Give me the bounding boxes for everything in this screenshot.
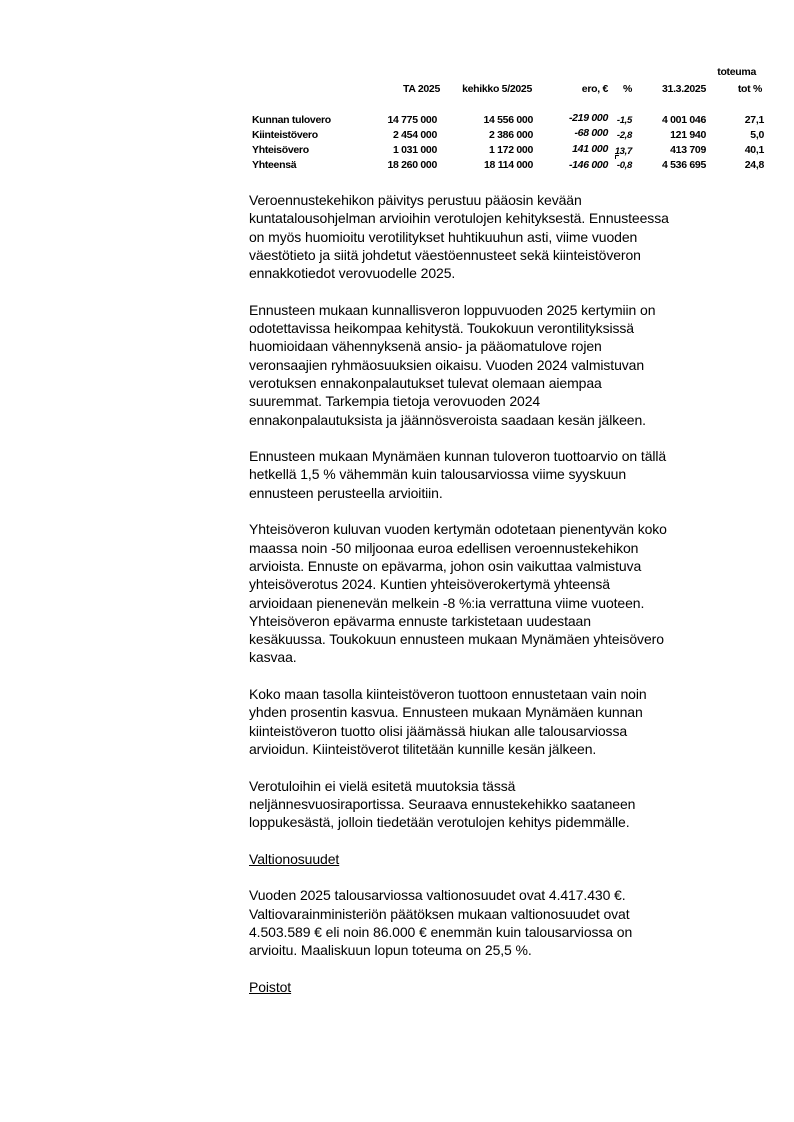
- cell-tot-pct: 24,8: [744, 159, 764, 171]
- cell-pct: -0,8: [616, 160, 632, 171]
- cell-toteuma: 4 536 695: [661, 159, 706, 171]
- text-line: loppukesästä, jolloin tiedetään verotulojen kehitys pidemmälle.: [249, 814, 630, 831]
- text-line: kasvaa.: [249, 649, 297, 666]
- cell-kehikko: 18 114 000: [484, 159, 533, 171]
- cell-pct: -1,5: [616, 115, 632, 126]
- section-heading: Poistot: [249, 978, 292, 995]
- text-line: Valtiovarainministeriön päätöksen mukaan valtionosuudet ovat: [249, 905, 630, 922]
- text-line: verotuksen ennakonpalautukset tulevat olemaan aiempaa: [249, 374, 602, 391]
- text-line: hetkellä 1,5 % vähemmän kuin talousarviossa viime syyskuun: [249, 466, 627, 483]
- row-label-total: Yhteensä: [252, 159, 297, 171]
- text-line: arvioidun. Kiinteistöverot tilitetään kunnille kesän jälkeen.: [249, 740, 597, 757]
- cell-ta: 14 775 000: [387, 114, 437, 126]
- cell-ta: 18 260 000: [387, 159, 437, 171]
- paragraph-veroennustekehikko: [249, 191, 749, 282]
- text-line: Koko maan tasolla kiinteistöveron tuottoon ennustetaan vain noin: [249, 686, 647, 703]
- text-line: arvioidaan pienenevän melkein -8 %:ia verrattuna viime vuoteen.: [249, 594, 645, 611]
- paragraph-tulovero: [249, 447, 749, 502]
- cell-tot-pct: 27,1: [744, 114, 764, 126]
- text-line: väestötieto ja siitä johdetut väestöennusteet sekä kiinteistöveron: [249, 246, 641, 263]
- paragraph-kiinteistovero: [249, 685, 749, 758]
- text-line: arvioista. Ennuste on epävarma, johon osin vaikuttaa valmistuva: [249, 557, 642, 574]
- text-line: kuntatalousohjelman arvioihin verotulojen kehityksestä. Ennusteessa: [249, 210, 669, 227]
- header-kehikko: kehikko 5/2025: [462, 83, 532, 95]
- cell-pct: 13,7: [614, 146, 632, 157]
- header-date: 31.3.2025: [661, 83, 706, 95]
- text-line: ennakkotiedot verovuodelle 2025.: [249, 265, 456, 282]
- text-line: suuremmat. Tarkempia tietoja verovuoden 2024: [249, 393, 541, 410]
- cell-tot-pct: 5,0: [750, 129, 764, 141]
- header-ero: ero, €: [581, 83, 608, 95]
- cell-kehikko: 1 172 000: [488, 144, 533, 156]
- report-text: [249, 191, 749, 1014]
- cell-ta: 1 031 000: [392, 144, 437, 156]
- text-line: arvioitu. Maaliskuun lopun toteuma on 25,5 %.: [249, 942, 532, 959]
- text-line: Verotuloihin ei vielä esitetä muutoksia tässä: [249, 777, 516, 794]
- cell-ero: -219 000: [568, 112, 608, 124]
- text-line: yhteisöverotus 2024. Kuntien yhteisöverokertymä yhteensä: [249, 576, 610, 593]
- text-line: veronsaajien ryhmäosuuksien oikaisu. Vuoden 2024 valmistuvan: [249, 356, 645, 373]
- text-line: Veroennustekehikon päivitys perustuu pääosin kevään: [249, 192, 582, 208]
- heading-valtionosuudet: [249, 850, 749, 868]
- cell-toteuma: 121 940: [670, 129, 706, 141]
- text-line: Yhteisöveron epävarma ennuste tarkistetaan uudestaan: [249, 612, 591, 629]
- header-toteuma-top: toteuma: [717, 66, 756, 78]
- text-line: Yhteisöveron kuluvan vuoden kertymän odotetaan pienentyvän koko: [249, 521, 667, 538]
- text-line: neljännesvuosiraportissa. Seuraava ennustekehikko saataneen: [249, 795, 636, 812]
- text-line: odotettavissa heikompaa kehitystä. Toukokuun verontilityksissä: [249, 320, 634, 337]
- text-line: Ennusteen mukaan Mynämäen kunnan tuloveron tuottoarvio on tällä: [249, 448, 667, 465]
- tax-forecast-table: [252, 66, 764, 176]
- cell-kehikko: 2 386 000: [488, 129, 533, 141]
- paragraph-yhteisovero: [249, 520, 749, 666]
- row-label: Kunnan tulovero: [252, 114, 331, 126]
- text-line: Vuoden 2025 talousarviossa valtionosuudet ovat 4.417.430 €.: [249, 887, 626, 904]
- paragraph-valtionosuudet: [249, 886, 749, 959]
- text-line: huomioidaan vähennyksenä ansio- ja pääomatulove rojen: [249, 338, 602, 355]
- cell-pct: -2,8: [616, 130, 632, 141]
- text-line: kiinteistöveron tuotto olisi jäämässä hiukan alle talousarviossa: [249, 722, 628, 739]
- cell-ero: -68 000: [574, 127, 608, 139]
- row-label: Yhteisövero: [252, 144, 309, 156]
- text-line: ennakonpalautuksista ja jäännösveroista saadaan kesän jälkeen.: [249, 411, 646, 428]
- cell-tot-pct: 40,1: [744, 144, 764, 156]
- text-line: yhden prosentin kasvua. Ennusteen mukaan Mynämäen kunnan: [249, 704, 643, 721]
- header-pct: %: [622, 83, 632, 95]
- text-line: 4.503.589 € eli noin 86.000 € enemmän kuin talousarviossa on: [249, 923, 633, 940]
- header-ta-2025: TA 2025: [402, 83, 440, 95]
- paragraph-kunnallisvero: [249, 301, 749, 429]
- section-heading: Valtionosuudet: [249, 850, 340, 867]
- header-tot-pct: tot %: [737, 83, 762, 95]
- text-line: maassa noin -50 miljoonaa euroa edellisen veroennustekehikon: [249, 539, 639, 556]
- cell-corner-mark: [615, 155, 619, 159]
- cell-ta: 2 454 000: [392, 129, 437, 141]
- text-line: Ennusteen mukaan kunnallisveron loppuvuoden 2025 kertymiin on: [249, 301, 656, 318]
- cell-ero: 141 000: [572, 143, 608, 155]
- cell-toteuma: 4 001 046: [661, 114, 706, 126]
- text-line: on myös huomioitu verotilitykset huhtikuuhun asti, viime vuoden: [249, 228, 638, 245]
- row-label: Kiinteistövero: [252, 129, 318, 141]
- cell-ero: -146 000: [568, 159, 608, 171]
- text-line: kesäkuussa. Toukokuun ennusteen mukaan Mynämäen yhteisövero: [249, 631, 664, 648]
- cell-toteuma: 413 709: [670, 144, 706, 156]
- heading-poistot: [249, 978, 749, 996]
- paragraph-verotulot: [249, 777, 749, 832]
- text-line: ennusteen perusteella arvioitiin.: [249, 484, 443, 501]
- cell-kehikko: 14 556 000: [483, 114, 533, 126]
